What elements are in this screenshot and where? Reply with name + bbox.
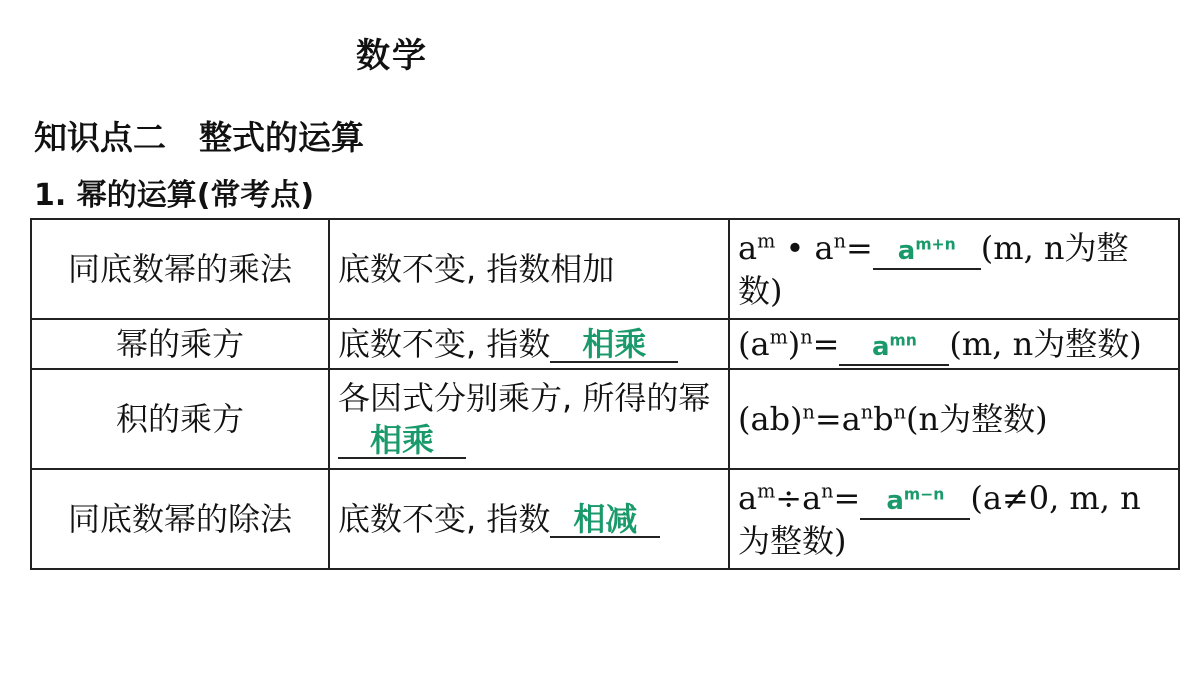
rule-formula: $a^m$ • $a^n= a^{m+n}$ (m, n为整数) <box>729 219 1179 319</box>
rule-description: 底数不变, 指数 相乘 <box>329 319 729 369</box>
rule-name: 积的乘方 <box>31 369 329 469</box>
table-row <box>31 219 1179 319</box>
answer-blank: $a^{m-n}$ <box>860 484 970 520</box>
rule-description: 底数不变, 指数相加 <box>329 219 729 319</box>
answer-blank: 相乘 <box>550 327 678 363</box>
rule-name: 幂的乘方 <box>31 319 329 369</box>
table-row <box>31 319 1179 369</box>
section-heading: 知识点二 整式的运算 <box>34 118 364 157</box>
rule-formula: $a^m\div a^n= a^{m-n}$ (a≠0, m, n为整数) <box>729 469 1179 569</box>
sub-heading: 1. 幂的运算(常考点) <box>34 178 315 213</box>
answer-blank: $a^{m+n}$ <box>873 234 981 270</box>
rule-formula: $(a^m)^n= a^{mn}$ (m, n为整数) <box>729 319 1179 369</box>
rule-formula: $(ab)^n=a^nb^n(n$为整数) <box>729 369 1179 469</box>
table-row <box>31 369 1179 469</box>
rule-name: 同底数幂的乘法 <box>31 219 329 319</box>
table-row <box>31 469 1179 569</box>
power-rules-table <box>30 218 1180 570</box>
rule-description: 各因式分别乘方, 所得的幂相乘 <box>329 369 729 469</box>
answer-blank: 相乘 <box>338 423 466 459</box>
page-title: 数学 <box>356 36 428 76</box>
answer-blank: 相减 <box>550 502 660 538</box>
answer-blank: $a^{mn}$ <box>839 330 949 366</box>
rule-name: 同底数幂的除法 <box>31 469 329 569</box>
rule-description: 底数不变, 指数 相减 <box>329 469 729 569</box>
